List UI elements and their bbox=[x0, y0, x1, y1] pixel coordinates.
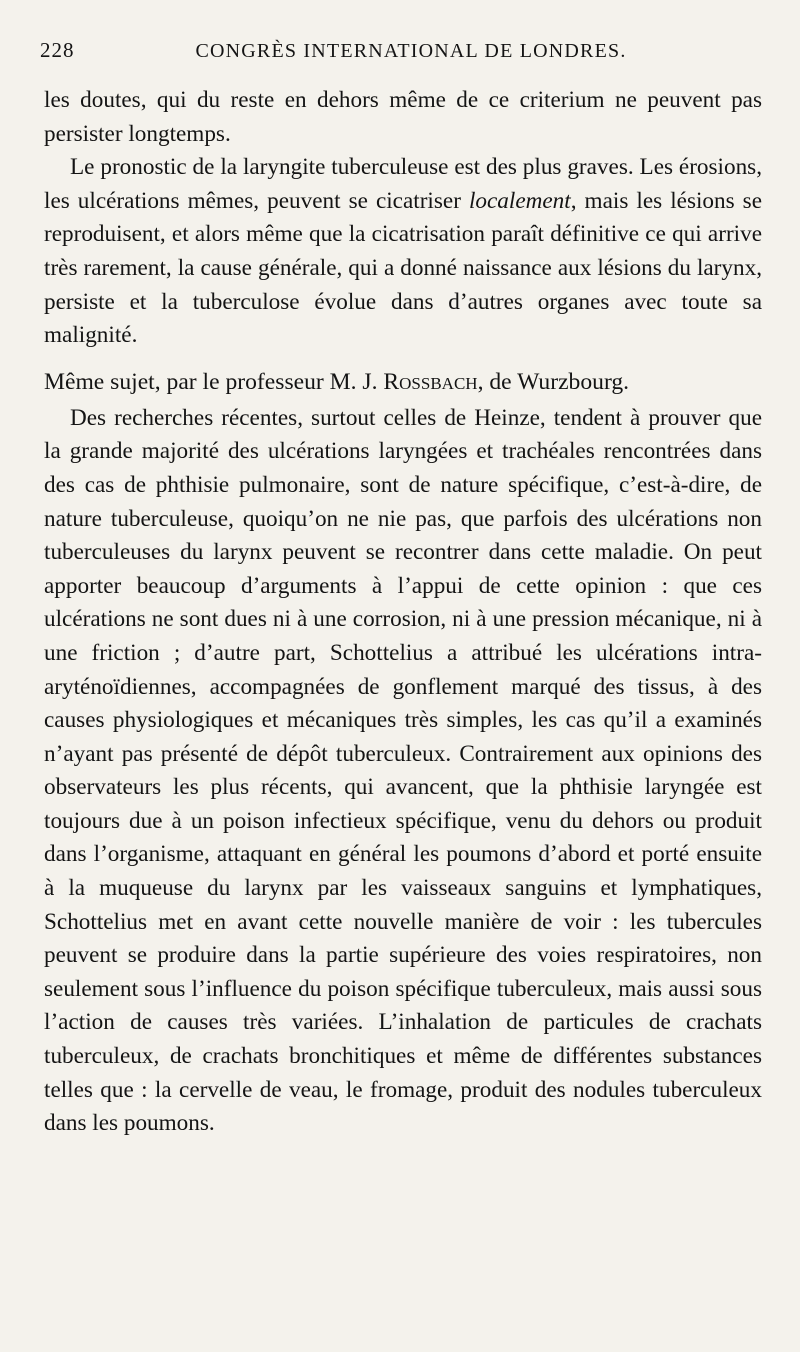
paragraph-recherches: Des recherches récentes, surtout celles de Heinze, tendent à prouver que la grande majorité des ulcérations laryngées et trachéales rencontrées dans des cas de phthisie pulmonaire, sont de nature spécifique, c’est-à-dire, de nature tuberculeuse, quoiqu’on ne nie pas, que parfois des ulcérations non tuberculeuses du larynx peuvent se recontrer dans cette maladie. On peut apporter beaucoup d’arguments à l’appui de cette opinion : que ces ulcérations ne sont dues ni à une corrosion, ni à une pression mécanique, ni à une friction ; d’autre part, Schottelius a attribué les ulcérations intra-aryténoïdiennes, accompagnées de gonflement marqué des tissus, à des causes physiologiques et mécaniques très simples, les cas qu’il a examinés n’ayant pas présenté de dépôt tuberculeux. Contrairement aux opinions des observateurs les plus récents, qui avancent, que la phthisie laryngée est toujours due à un poison infectieux spécifique, venu du dehors ou produit dans l’organisme, attaquant en général les poumons d’abord et porté ensuite à la muqueuse du larynx par les vaisseaux sanguins et lymphatiques, Schottelius met en avant cette nouvelle manière de voir : les tubercules peuvent se produire dans la partie supérieure des voies respiratoires, non seulement sous l’influence du poison spécifique tuberculeux, mais aussi sous l’action de causes très variées. L’inhalation de particules de crachats tuberculeux, de crachats bronchitiques et même de différentes substances telles que : la cervelle de veau, le fromage, produit des nodules tuberculeux dans les poumons. bbox=[44, 404, 762, 1137]
paragraph-pronostic bbox=[44, 151, 762, 353]
paragraph-continued: les doutes, qui du reste en dehors même de ce criterium ne peuvent pas persister longtemps. bbox=[44, 87, 762, 147]
running-head-title: CONGRÈS INTERNATIONAL DE LONDRES. bbox=[195, 40, 627, 62]
running-head bbox=[40, 38, 762, 72]
section-heading-suffix: , de Wurzbourg. bbox=[477, 368, 630, 395]
section-heading bbox=[44, 366, 762, 399]
italic-localement: localement bbox=[468, 187, 571, 214]
paragraph-pronostic-end: , mais les lésions se reproduisent, et alors même que la cicatrisation paraît définitive ce qui arrive très rarement, la cause générale, qui a donné naissance aux lésions du larynx, persiste et la tuberculose évolue dans d’autres organes avec toute sa malignité. bbox=[44, 187, 762, 349]
page-number: 228 bbox=[40, 38, 75, 62]
document-page bbox=[40, 38, 762, 1141]
section-heading-prefix: Même sujet, par le professeur M. J. bbox=[44, 368, 384, 395]
body-text bbox=[44, 84, 762, 1141]
paragraph-pronostic-start: Le pronostic de la laryngite tuberculeuse est des plus graves. Les érosions, les ulcérations mêmes, peuvent se cicatriser bbox=[44, 154, 762, 214]
section-author: Rossbach bbox=[383, 368, 478, 395]
